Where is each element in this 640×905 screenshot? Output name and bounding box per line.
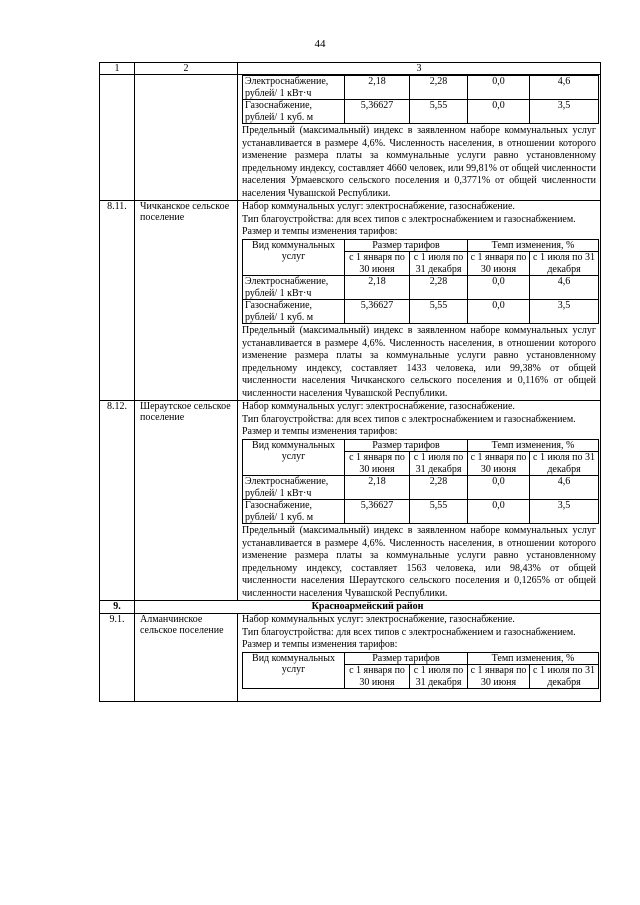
period-header: с 1 июля по 31 декабря [530,452,599,476]
period-header: с 1 января по 30 июня [345,252,410,276]
rate-value: 0,0 [468,276,530,300]
service-type-header: Вид коммунальных услуг [243,652,345,689]
tariff-value: 2,28 [410,476,468,500]
service-name: Газоснабжение, рублей/ 1 куб. м [243,300,345,324]
period-header: с 1 июля по 31 декабря [410,252,468,276]
tariff-size-header: Размер тарифов [345,652,468,665]
tariff-table [99,62,601,702]
services-set-text: Набор коммунальных услуг: электроснабжение, газоснабжение. [242,401,515,412]
services-table [242,239,599,325]
settlement-name: Чичканское сельское поселение [135,201,238,401]
region-row [100,601,601,614]
tariff-value: 2,28 [410,76,468,100]
service-type-header: Вид коммунальных услуг [243,439,345,476]
table-row [100,614,601,702]
page-number: 44 [314,38,326,50]
tariff-size-header: Размер тарифов [345,239,468,252]
period-header: с 1 июля по 31 декабря [410,665,468,689]
service-type-header: Вид коммунальных услуг [243,239,345,276]
row-content [238,614,601,702]
tariff-value: 2,28 [410,276,468,300]
table-row [100,201,601,401]
col-number-2: 2 [135,63,238,75]
rate-value: 3,5 [530,300,599,324]
services-set-text: Набор коммунальных услуг: электроснабжение, газоснабжение. [242,614,515,625]
rate-value: 0,0 [468,300,530,324]
limit-index-text: Предельный (максимальный) индекс в заявленном наборе коммунальных услуг устанавливается в размере 4,6%. Численность населения, в отношении которого изменение размера платы за коммунальные услуги равно установленному предельному индексу, составляет 4660 человек, или 99,81% от общей численности населения Урмаевского сельского поселения и 0,3771% от общей численности населения Чувашской Республики. [242,125,596,199]
service-row [243,276,599,300]
service-row [243,476,599,500]
rate-value: 0,0 [468,76,530,100]
tariff-sizes-caption: Размер и темпы изменения тарифов: [242,426,398,437]
service-row [243,500,599,524]
column-number-row [100,63,601,75]
tariff-value: 2,18 [345,476,410,500]
tariff-value: 2,18 [345,76,410,100]
region-number: 9. [100,601,135,614]
limit-index-text: Предельный (максимальный) индекс в заявленном наборе коммунальных услуг устанавливается в размере 4,6%. Численность населения, в отношении которого изменение размера платы за коммунальные услуги равно установленному предельному индексу, составляет 1433 человека, или 99,38% от общей численности населения Чичканского сельского поселения и 0,116% от общей численности населения Чувашской Республики. [242,325,596,399]
tariff-value: 5,55 [410,500,468,524]
service-name: Газоснабжение, рублей/ 1 куб. м [243,500,345,524]
service-row [243,76,599,100]
tariff-sizes-caption: Размер и темпы изменения тарифов: [242,639,398,650]
col-number-3: 3 [238,63,601,75]
services-table [242,75,599,124]
tariff-value: 5,36627 [345,100,410,124]
period-header: с 1 января по 30 июня [345,452,410,476]
service-name: Газоснабжение, рублей/ 1 куб. м [243,100,345,124]
tariff-value: 5,55 [410,100,468,124]
table-row [100,75,601,201]
row-number: 8.11. [100,201,135,401]
service-row [243,300,599,324]
tariff-size-header: Размер тарифов [345,439,468,452]
period-header: с 1 июля по 31 декабря [530,665,599,689]
change-rate-header: Темп изменения, % [468,239,599,252]
tariff-value: 5,36627 [345,500,410,524]
services-set-text: Набор коммунальных услуг: электроснабжение, газоснабжение. [242,201,515,212]
service-name: Электроснабжение, рублей/ 1 кВт·ч [243,276,345,300]
period-header: с 1 января по 30 июня [468,252,530,276]
period-header: с 1 июля по 31 декабря [410,452,468,476]
tariff-sizes-caption: Размер и темпы изменения тарифов: [242,226,398,237]
tariff-value: 5,36627 [345,300,410,324]
services-table [242,439,599,525]
service-row [243,100,599,124]
rate-value: 0,0 [468,500,530,524]
row-content [238,201,601,401]
services-table [242,652,599,690]
tariff-value: 5,55 [410,300,468,324]
row-content [238,401,601,601]
row-number: 9.1. [100,614,135,702]
rate-value: 3,5 [530,500,599,524]
change-rate-header: Темп изменения, % [468,439,599,452]
row-content [238,75,601,201]
rate-value: 0,0 [468,100,530,124]
settlement-name: Шераутское сельское поселение [135,401,238,601]
table-row [100,401,601,601]
col-number-1: 1 [100,63,135,75]
amenities-text: Тип благоустройства: для всех типов с электроснабжением и газоснабжением. [242,626,576,638]
limit-index-text: Предельный (максимальный) индекс в заявленном наборе коммунальных услуг устанавливается в размере 4,6%. Численность населения, в отношении которого изменение размера платы за коммунальные услуги равно установленному предельному индексу, составляет 1563 человека, или 98,43% от общей численности населения Шераутского сельского поселения и 0,1265% от общей численности населения Чувашской Республики. [242,525,596,599]
rate-value: 4,6 [530,76,599,100]
tariff-value: 2,18 [345,276,410,300]
period-header: с 1 января по 30 июня [468,452,530,476]
row-number: 8.12. [100,401,135,601]
settlement-name: Алманчинское сельское поселение [135,614,238,702]
change-rate-header: Темп изменения, % [468,652,599,665]
period-header: с 1 января по 30 июня [345,665,410,689]
rate-value: 0,0 [468,476,530,500]
rate-value: 3,5 [530,100,599,124]
row-number [100,75,135,201]
period-header: с 1 июля по 31 декабря [530,252,599,276]
region-name: Красноармейский район [135,601,601,614]
settlement-name [135,75,238,201]
rate-value: 4,6 [530,476,599,500]
period-header: с 1 января по 30 июня [468,665,530,689]
service-name: Электроснабжение, рублей/ 1 кВт·ч [243,76,345,100]
service-name: Электроснабжение, рублей/ 1 кВт·ч [243,476,345,500]
amenities-text: Тип благоустройства: для всех типов с электроснабжением и газоснабжением. [242,213,576,225]
rate-value: 4,6 [530,276,599,300]
amenities-text: Тип благоустройства: для всех типов с электроснабжением и газоснабжением. [242,413,576,425]
